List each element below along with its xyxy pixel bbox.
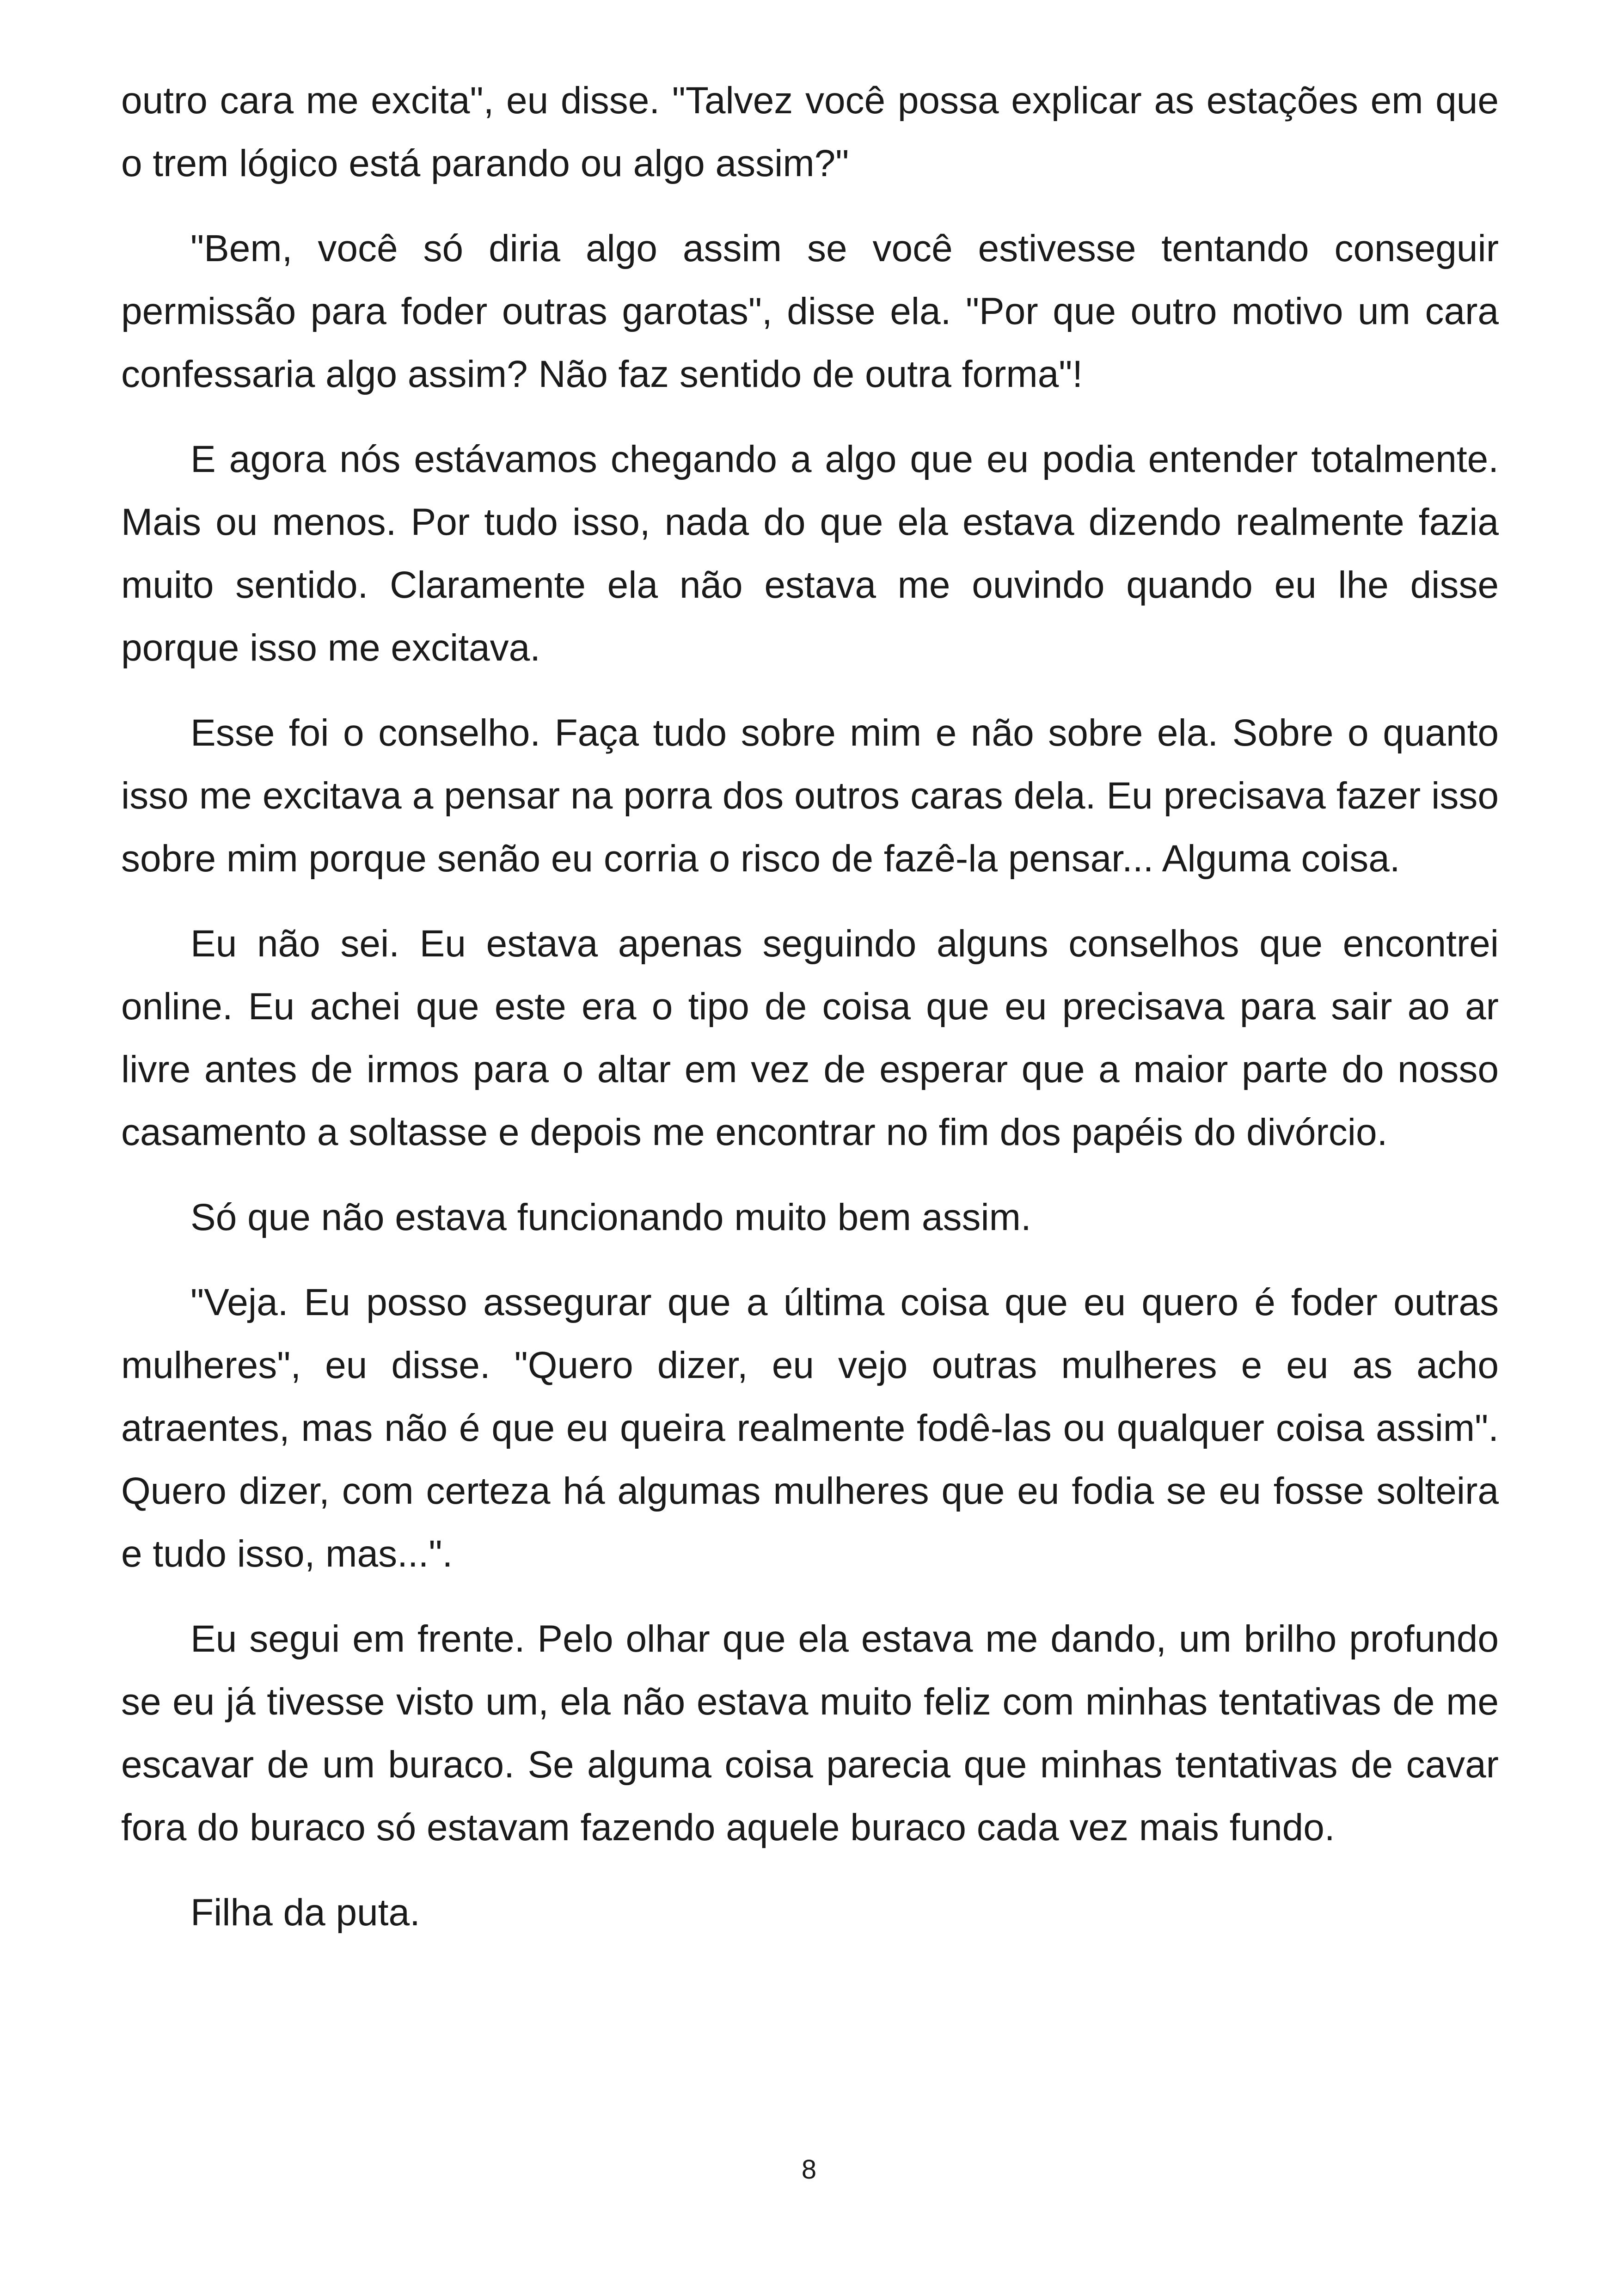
paragraph: Só que não estava funcionando muito bem assim.: [190, 1196, 1031, 1238]
page-number: 8: [801, 2155, 817, 2185]
paragraph: "Veja. Eu posso assegurar que a última coisa que eu quero é foder outras mulheres", eu disse. "Quero dizer, eu vejo outras mulheres e eu as acho atraentes, mas não é que eu queira realmente fodê-las ou qualquer coisa assim". Quero dizer, com certeza há algumas mulheres que eu fodia se eu fosse solteira e tudo isso, mas...".: [121, 1281, 1499, 1575]
paragraph: Esse foi o conselho. Faça tudo sobre mim e não sobre ela. Sobre o quanto isso me excitava a pensar na porra dos outros caras dela. Eu precisava fazer isso sobre mim porque senão eu corria o risco de fazê-la pensar... Alguma coisa.: [121, 712, 1499, 880]
paragraph: E agora nós estávamos chegando a algo que eu podia entender totalmente. Mais ou menos. Por tudo isso, nada do que ela estava dizendo realmente fazia muito sentido. Claramente ela não estava me ouvindo quando eu lhe disse porque isso me excitava.: [121, 438, 1499, 669]
paragraph: Eu segui em frente. Pelo olhar que ela estava me dando, um brilho profundo se eu já tivesse visto um, ela não estava muito feliz com minhas tentativas de me escavar de um buraco. Se alguma coisa parecia que minhas tentativas de cavar fora do buraco só estavam fazendo aquele buraco cada vez mais fundo.: [121, 1618, 1499, 1849]
paragraph: Filha da puta.: [190, 1892, 420, 1934]
body-text: [121, 69, 1499, 1966]
paragraph: "Bem, você só diria algo assim se você estivesse tentando conseguir permissão para foder outras garotas", disse ela. "Por que outro motivo um cara confessaria algo assim? Não faz sentido de outra forma"!: [121, 227, 1499, 395]
paragraph: Eu não sei. Eu estava apenas seguindo alguns conselhos que encontrei online. Eu achei que este era o tipo de coisa que eu precisava para sair ao ar livre antes de irmos para o altar em vez de esperar que a maior parte do nosso casamento a soltasse e depois me encontrar no fim dos papéis do divórcio.: [121, 923, 1499, 1153]
paragraph: outro cara me excita", eu disse. "Talvez você possa explicar as estações em que o trem lógico está parando ou algo assim?": [121, 80, 1499, 184]
